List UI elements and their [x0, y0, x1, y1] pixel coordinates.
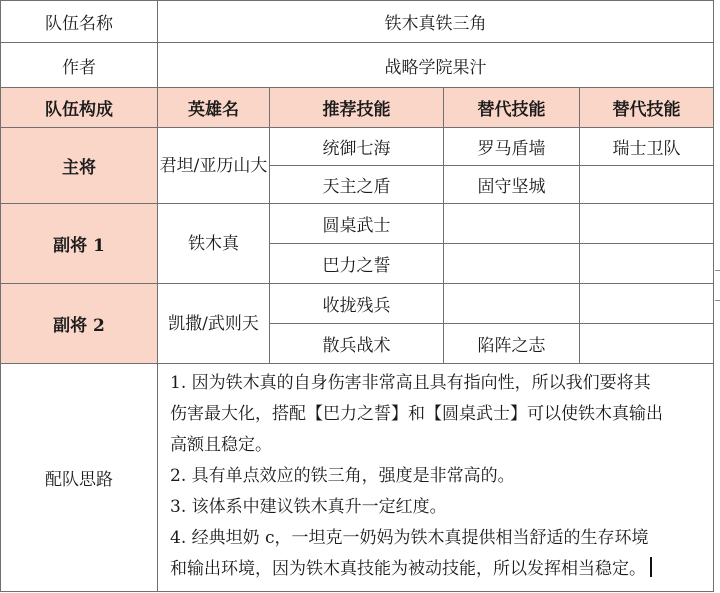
hero-name-cell: 凯撒/武则天 [158, 284, 270, 364]
role-vice-general-1: 副将 1 [1, 204, 158, 284]
alt-skill-1-cell [444, 204, 580, 244]
recommended-skill-cell: 巴力之誓 [270, 244, 444, 284]
note-line-4: 2. 具有单点效应的铁三角，强度是非常高的。 [170, 466, 515, 486]
role-vice-general-2: 副将 2 [1, 284, 158, 364]
table-row [1, 284, 714, 324]
notes-label: 配队思路 [1, 364, 158, 592]
header-recommended-skill: 推荐技能 [270, 88, 444, 128]
alt-skill-1-cell [444, 284, 580, 324]
header-composition: 队伍构成 [1, 88, 158, 128]
hero-name-cell: 铁木真 [158, 204, 270, 284]
text-cursor [650, 557, 652, 577]
team-name-value: 铁木真铁三角 [158, 1, 714, 43]
notes-content [158, 364, 714, 592]
alt-skill-1-cell [444, 244, 580, 284]
alt-skill-2-cell [580, 324, 714, 364]
alt-skill-1-cell: 罗马盾墙 [444, 128, 580, 166]
alt-skill-2-cell [580, 284, 714, 324]
note-line-6: 4. 经典坦奶 c，一坦克一奶妈为铁木真提供相当舒适的生存环境 [170, 528, 649, 548]
note-line-7 [170, 554, 707, 585]
hero-name-cell: 君坦/亚历山大 [158, 128, 270, 204]
recommended-skill-cell: 统御七海 [270, 128, 444, 166]
edge-tick-mark [715, 300, 720, 301]
header-hero-name: 英雄名 [158, 88, 270, 128]
note-line-3: 高额且稳定。 [170, 435, 272, 455]
note-line-5: 3. 该体系中建议铁木真升一定红度。 [170, 497, 447, 517]
table-header-row [1, 88, 714, 128]
table-row [1, 128, 714, 166]
alt-skill-2-cell: 瑞士卫队 [580, 128, 714, 166]
note-line-7-text: 和输出环境，因为铁木真技能为被动技能，所以发挥相当稳定。 [170, 559, 646, 579]
recommended-skill-cell: 散兵战术 [270, 324, 444, 364]
notes-row [1, 364, 714, 592]
role-main-general: 主将 [1, 128, 158, 204]
author-value: 战略学院果汁 [158, 43, 714, 88]
edge-tick-mark [715, 270, 720, 271]
recommended-skill-cell: 圆桌武士 [270, 204, 444, 244]
author-label: 作者 [1, 43, 158, 88]
header-alternative-skill-1: 替代技能 [444, 88, 580, 128]
recommended-skill-cell: 收拢残兵 [270, 284, 444, 324]
author-row [1, 43, 714, 88]
note-line-1: 1. 因为铁木真的自身伤害非常高且具有指向性，所以我们要将其 [170, 373, 651, 393]
alt-skill-2-cell [580, 204, 714, 244]
table-row [1, 204, 714, 244]
alt-skill-1-cell: 固守坚城 [444, 166, 580, 204]
recommended-skill-cell: 天主之盾 [270, 166, 444, 204]
alt-skill-2-cell [580, 166, 714, 204]
team-name-label: 队伍名称 [1, 1, 158, 43]
alt-skill-1-cell: 陷阵之志 [444, 324, 580, 364]
team-name-row [1, 1, 714, 43]
note-line-2: 伤害最大化，搭配【巴力之誓】和【圆桌武士】可以使铁木真输出 [170, 404, 663, 424]
header-alternative-skill-2: 替代技能 [580, 88, 714, 128]
alt-skill-2-cell [580, 244, 714, 284]
